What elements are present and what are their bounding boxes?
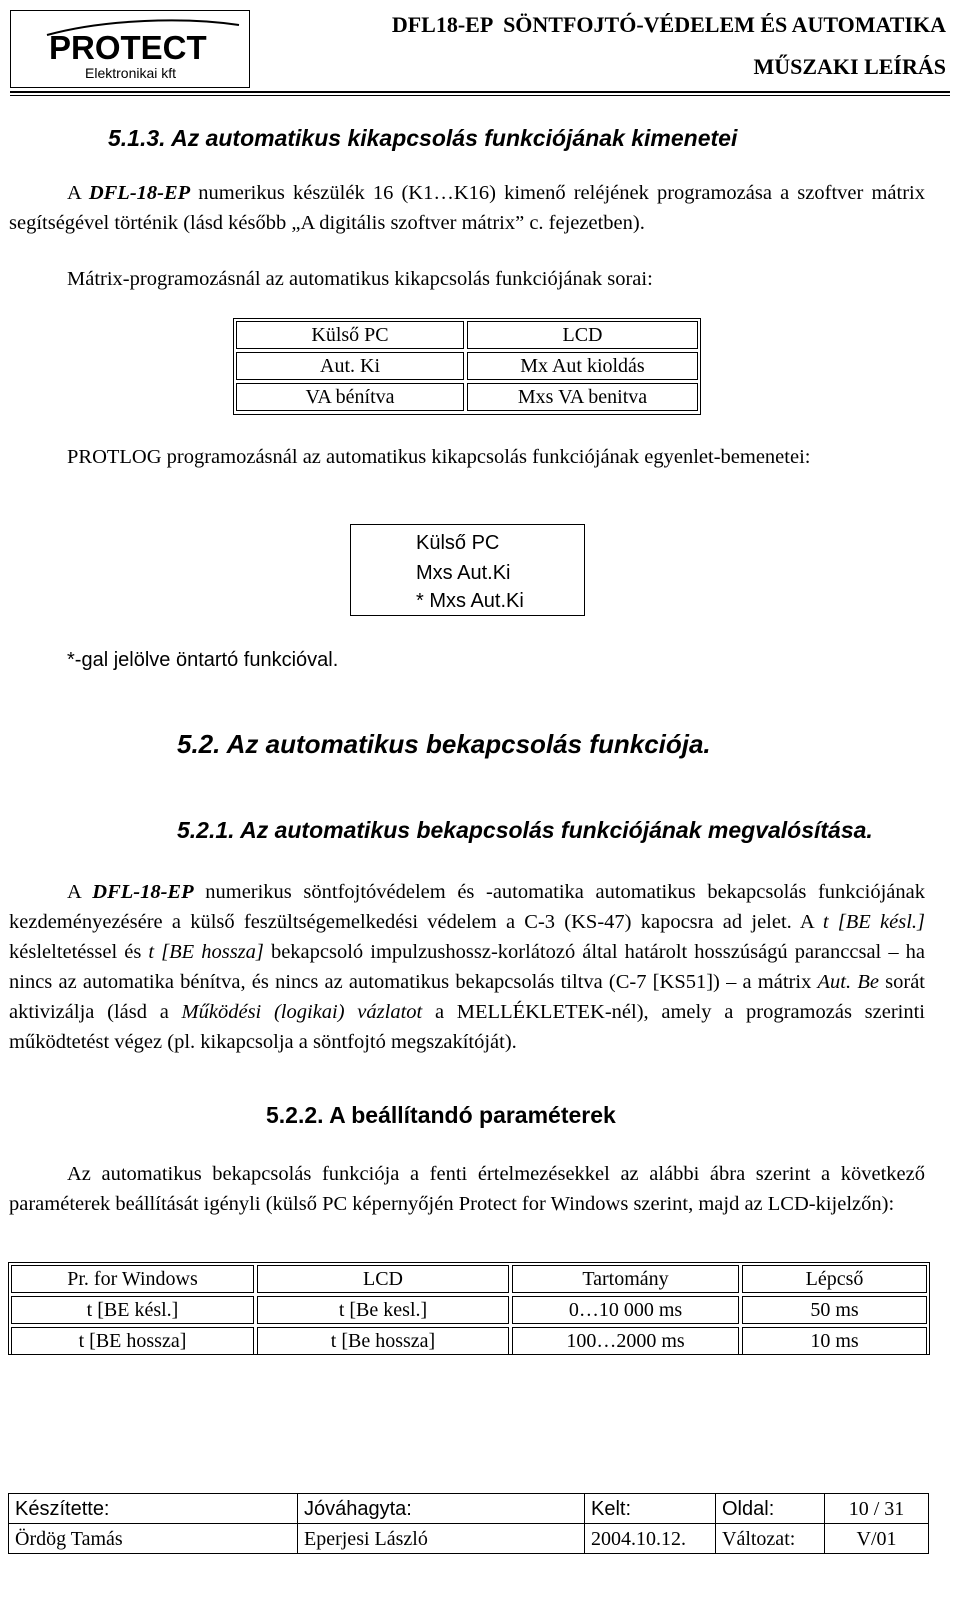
protlog-inputs-box [350,524,585,616]
paragraph-protlog: PROTLOG programozásnál az automatikus kikapcsolás funkciójának egyenlet-bemenetei: [67,446,811,468]
section-heading-5-2-2: 5.2.2. A beállítandó paraméterek [266,1102,616,1128]
protlog-input: * Mxs Aut.Ki [416,590,524,612]
device-name: DFL-18-EP [88,182,191,204]
protlog-input: Mxs Aut.Ki [416,562,511,584]
table-row: Készítette: Jóváhagyta: Kelt: Oldal: 10 / 31 [9,1494,929,1524]
footnote-latching: *-gal jelölve öntartó funkcióval. [67,649,339,671]
document-subtitle: MŰSZAKI LEÍRÁS [753,54,946,79]
paragraph-matrix-rows: Mátrix-programozásnál az automatikus kikapcsolás funkciójának sorai: [67,268,653,290]
version: V/01 [825,1524,929,1554]
page-number: 10 / 31 [825,1494,929,1524]
table-row: Aut. Ki Mx Aut kioldás [236,352,698,380]
document-title: DFL18-EP SÖNTFOJTÓ-VÉDELEM ÉS AUTOMATIKA [391,12,946,37]
matrix-table [233,318,701,414]
logo-subtitle: Elektronikai kft [85,65,177,81]
section-heading-5-2: 5.2. Az automatikus bekapcsolás funkciója. [177,729,711,759]
section-heading-5-1-3: 5.1.3. Az automatikus kikapcsolás funkciójának kimenetei [108,125,738,151]
table-row: Pr. for Windows LCD Tartomány Lépcső [11,1265,927,1293]
paragraph-auto-close: A DFL-18-EP numerikus söntfojtóvédelem és -automatika automatikus bekapcsolás funkciójának kezdeményezésére a külső feszültségemelkedési védelem a C-3 (KS-47) kapocsra ad jelet. A t [BE késl.] késleltetéssel és t [BE hossza] bekapcsoló impulzushossz-korlátozó által határolt hosszúságú paranccsal – ha nincs az automatika bénítva, és nincs az automatikus bekapcsolás tiltva (C-7 [KS51]) – a mátrix Aut. Be sorát aktivizálja (lásd a Működési (logikai) vázlatot a MELLÉKLETEK-nél), amely a programozás szerinti működtetést végez (pl. kikapcsolja a söntfojtó megszakítóját). [9,881,926,1053]
paragraph-parameters: Az automatikus bekapcsolás funkciója a fenti értelmezésekkel az alábbi ábra szerint a következő paraméterek beállítását igényli (külső PC képernyőjén Protect for Windows szerint, majd az LCD-kijelzőn): [9,1163,925,1215]
param-table [8,1262,930,1358]
header-divider-thin [10,95,950,96]
logo-wordmark: PROTECT [49,29,207,66]
paragraph-relay-programming: A DFL-18-EP numerikus készülék 16 (K1…K16) kimenő reléjének programozása a szoftver mátrix segítségével történik (lásd később „A digitális szoftver mátrix” c. fejezetben). [9,182,925,234]
company-logo [10,10,250,88]
protlog-input: Külső PC [416,532,500,554]
section-heading-5-2-1: 5.2.1. Az automatikus bekapcsolás funkciójának megvalósítása. [177,817,873,843]
header-divider [10,91,950,93]
table-row: VA bénítva Mxs VA benitva [236,383,698,411]
footer-table [8,1493,929,1554]
table-row: Külső PC LCD [236,321,698,349]
table-row: Ördög Tamás Eperjesi László 2004.10.12. Változat: V/01 [9,1524,929,1554]
table-row: t [BE hossza] t [Be hossza] 100…2000 ms 10 ms [11,1327,927,1355]
device-name: DFL-18-EP [92,881,194,903]
table-row: t [BE késl.] t [Be kesl.] 0…10 000 ms 50 ms [11,1296,927,1324]
